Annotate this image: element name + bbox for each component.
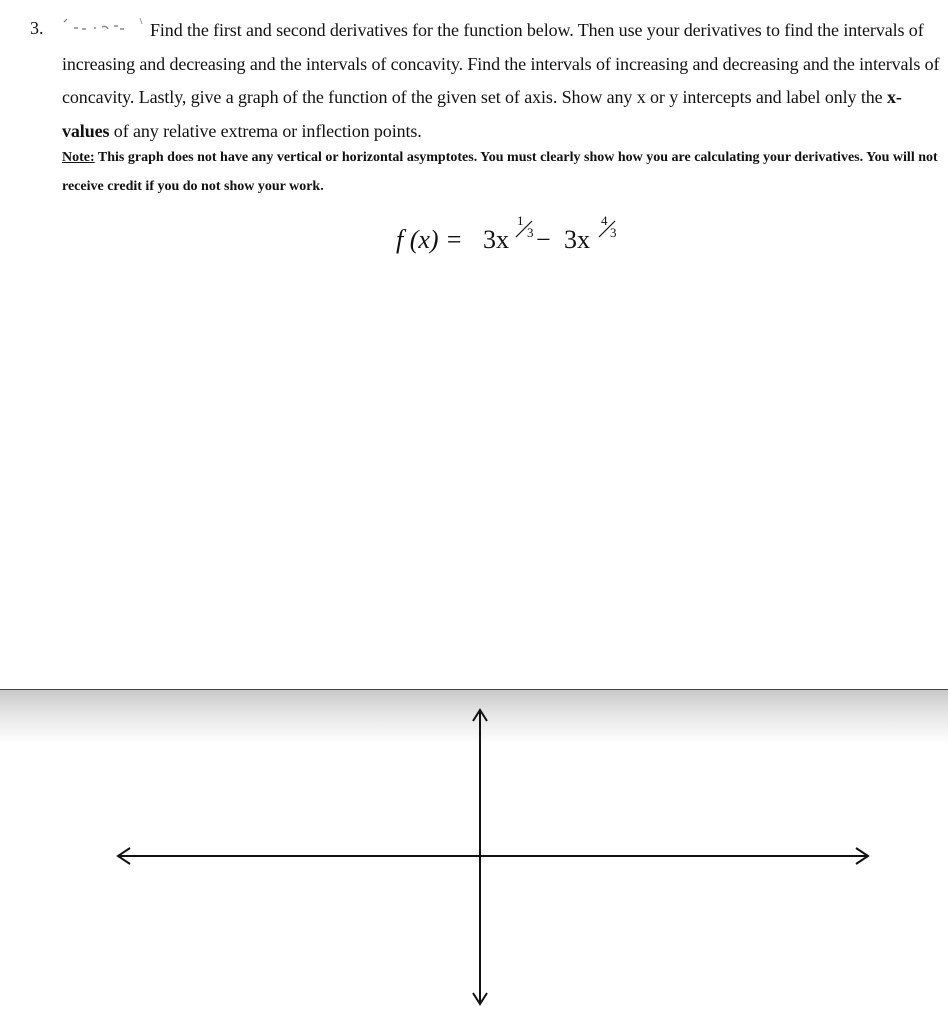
formula-exp-1-den: 3 [527, 225, 534, 240]
formula-minus: − [536, 225, 551, 254]
formula-lhs: f (x) = [396, 225, 463, 254]
note-text: This graph does not have any vertical or horizontal asymptotes. You must clearly show how you are calculating your derivatives. You will not receive credit if you do not show your work. [62, 150, 938, 194]
note-label: Note: [62, 150, 95, 165]
formula-term-1: 3x [483, 225, 509, 254]
function-formula [396, 204, 656, 264]
problem-number: 3. [30, 18, 44, 38]
formula-exp-1-num: 1 [517, 213, 524, 228]
coordinate-axes [0, 690, 948, 1024]
instructions-text-1: Find the first and second derivatives for the function below. Then use your derivatives to find the intervals of increasing and decreasing and the intervals of concavity. Find the intervals of increasing and decreasing and the intervals of concavity. Lastly, give a graph of the function of the given set of axis. Show any x or y intercepts and label only the [62, 20, 940, 107]
formula-exp-2-den: 3 [610, 225, 617, 240]
formula-term-2: 3x [564, 225, 590, 254]
formula-exp-2-num: 4 [601, 213, 608, 228]
instructions-bold-x-values: x-values [62, 87, 902, 141]
problem-instructions [62, 14, 942, 148]
problem-note [62, 144, 942, 201]
instructions-text-2: of any relative extrema or inflection points. [109, 120, 422, 141]
